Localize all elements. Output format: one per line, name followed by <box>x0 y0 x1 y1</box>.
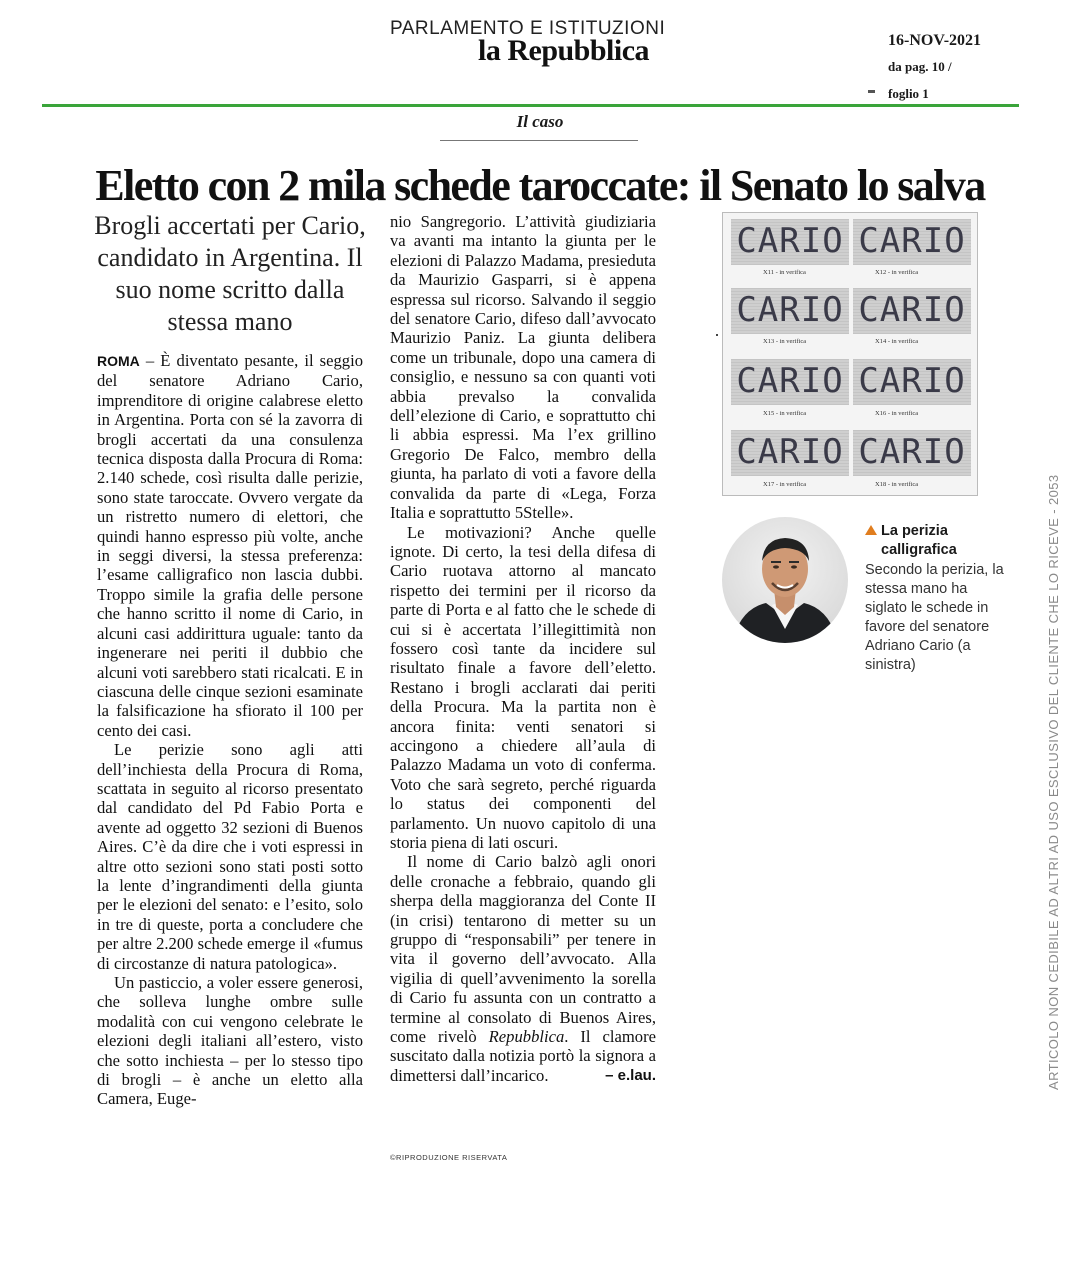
copyright-notice: ©RIPRODUZIONE RISERVATA <box>390 1153 508 1162</box>
sample-text: CARIO <box>858 221 966 261</box>
handwriting-sample <box>853 219 971 265</box>
sample-label: X11 - in verifica <box>763 269 806 276</box>
article-headline: Eletto con 2 mila schede taroccate: il Senato lo salva <box>95 161 985 210</box>
newspaper-masthead: la Repubblica <box>478 34 650 67</box>
paragraph <box>390 852 656 1085</box>
paragraph-text: . Il clamore suscitato dalla notizia portò la signora a dimettersi dall’incarico. <box>390 1027 656 1085</box>
sample-text: CARIO <box>736 221 844 261</box>
handwriting-sample <box>853 430 971 476</box>
handwriting-sample <box>731 359 849 405</box>
sample-text: CARIO <box>736 432 844 472</box>
article-column-2 <box>390 212 656 1085</box>
dot-mark <box>716 334 718 336</box>
section-label: PARLAMENTO E ISTITUZIONI <box>390 18 666 39</box>
sample-label: X15 - in verifica <box>763 410 807 417</box>
sample-label: X17 - in verifica <box>763 481 807 488</box>
photo-caption-text: Secondo la perizia, la stessa mano ha siglato le schede in favore del senatore Adriano Cario (a sinistra) <box>865 562 1004 673</box>
dateline: ROMA <box>97 353 140 369</box>
page-reference: da pag. 10 / <box>888 59 952 74</box>
photo-caption-title <box>865 522 991 560</box>
article-subheadline: Brogli accertati per Cario, candidato in Argentina. Il suo nome scritto dalla stessa mano <box>94 211 366 336</box>
paragraph-text: – È diventato pesante, il seggio del senatore Adriano Cario, imprenditore di origine calabrese eletto in Argentina. Porta con sé la zavorra di brogli accertati da una consulenza tecnica disposta dalla Procura di Roma: 2.140 schede, così risulta dalle perizie, sono state taroccate. Ovvero vergate da un ristretto numero di elettori, che quindi hanno espresso più volte, anche in seggi diversi, la stessa preferenza: l’esame calligrafico non lascia dubbi. Troppo simile la grafia delle persone che hanno scritto il nome di Cario, in alcuni casi addirittura uguale: tanto da ingenerare nei periti il dubbio che alcuni voti sarebbero stati ricalcati. E in ciascuna delle cinque sezioni esaminate la falsificazione ha sfiorato il 100 per cento dei casi. <box>97 351 364 740</box>
handwriting-sample <box>731 288 849 334</box>
sample-label: X12 - in verifica <box>875 269 919 276</box>
paragraph: Le motivazioni? Anche quelle ignote. Di certo, la tesi della difesa di Cario ruotava attorno al mancato rispetto dei termini per il ricorso da parte di Porta e al fatto che le schede di cui si è accertata l’illegittimità non fossero così tante da incidere sul risultato finale a favore dell’eletto. Restano i brogli acclarati dai periti della Procura. Ma la partita non è ancora finita: venti senatori si accingono a chiedere all’aula di Palazzo Madama un voto di conferma. Voto che sarà segreto, perché riguarda lo status dei componenti del parlamento. Un nuovo capitolo di una storia piena di lati oscuri. <box>390 522 656 852</box>
sample-label: X18 - in verifica <box>875 481 919 488</box>
paragraph: Le perizie sono agli atti dell’inchiesta della Procura di Roma, scattata in seguito al ricorso presentato dal candidato del Pd Fabio Porta e avente ad oggetto 32 sezioni di Buenos Aires. C’è da dire che i voti espressi in altre otto sezioni sono stati posti sotto la lente d’ingrandimenti della giunta per le elezioni del senato: e l’esito, solo in tre di queste, porta a concludere che per altre 2.200 schede emerge il «fumus di circostanze di natura patologica». <box>97 740 363 973</box>
article-column-1 <box>97 351 363 1109</box>
handwriting-sample <box>853 359 971 405</box>
sample-label: X16 - in verifica <box>875 410 919 417</box>
sample-text: CARIO <box>736 361 844 401</box>
handwriting-comparison-figure <box>722 212 978 496</box>
copyright-disclaimer: ARTICOLO NON CEDIBILE AD ALTRI AD USO ESCLUSIVO DEL CLIENTE CHE LO RICEVE - 2053 <box>1046 474 1061 1090</box>
sample-text: CARIO <box>858 432 966 472</box>
sample-label: X14 - in verifica <box>875 338 919 345</box>
sample-text: CARIO <box>736 290 844 330</box>
handwriting-sample <box>731 430 849 476</box>
paragraph: nio Sangregorio. L’attività giudiziaria va avanti ma intanto la giunta per le elezioni di Palazzo Madama, presieduta da Maurizio Gasparri, si è appena espressa sul ricorso. Salvando il seggio del senatore Cario, difeso dall’avvocato Maurizio Paniz. La giunta delibera come un tribunale, dopo una camera di consiglio, e nessuno sa con quanti voti abbia prevalso la convalida dell’elezione di Cario, e soprattutto chi li abbia espressi. Ma l’ex grillino Gregorio De Falco, membro della giunta, ha parlato di voti a favore della convalida da parte di «Lega, Forza Italia e soprattutto 5Stelle». <box>390 212 656 523</box>
sample-text: CARIO <box>858 290 966 330</box>
paragraph-text: Il nome di Cario balzò agli onori delle cronache a febbraio, quando gli sherpa della maggioranza del Conte II (in crisi) tentarono di metter su un gruppo di “responsabili” per tenere in vita il governo dell’avvocato. Alla vigilia di quell’avvenimento la sorella di Cario fu assunta con un contratto a termine al consolato di Buenos Aires, come rivelò <box>390 852 656 1047</box>
newspaper-name: Repubblica <box>488 1027 565 1047</box>
sample-label: X13 - in verifica <box>763 338 807 345</box>
author-signature: – e.lau. <box>605 1066 656 1084</box>
sheet-reference: foglio 1 <box>888 86 929 101</box>
article-kicker: Il caso <box>516 112 564 131</box>
paragraph <box>97 351 363 740</box>
caption-title-text: La perizia calligrafica <box>881 523 957 558</box>
handwriting-sample <box>853 288 971 334</box>
dash-mark <box>868 90 875 93</box>
paragraph: Un pasticcio, a voler essere generosi, che solleva lunghe ombre sulle modalità con cui vengono celebrate le elezioni degli italiani all’estero, visto che sotto inchiesta – per lo stesso tipo di brogli – è anche un eletto alla Camera, Euge- <box>97 973 363 1109</box>
senator-portrait-photo <box>722 517 848 643</box>
publication-date: 16-NOV-2021 <box>888 32 982 49</box>
header-divider <box>42 104 1019 107</box>
triangle-up-icon <box>865 525 877 535</box>
sample-text: CARIO <box>858 361 966 401</box>
kicker-underline <box>440 140 638 141</box>
handwriting-sample <box>731 219 849 265</box>
